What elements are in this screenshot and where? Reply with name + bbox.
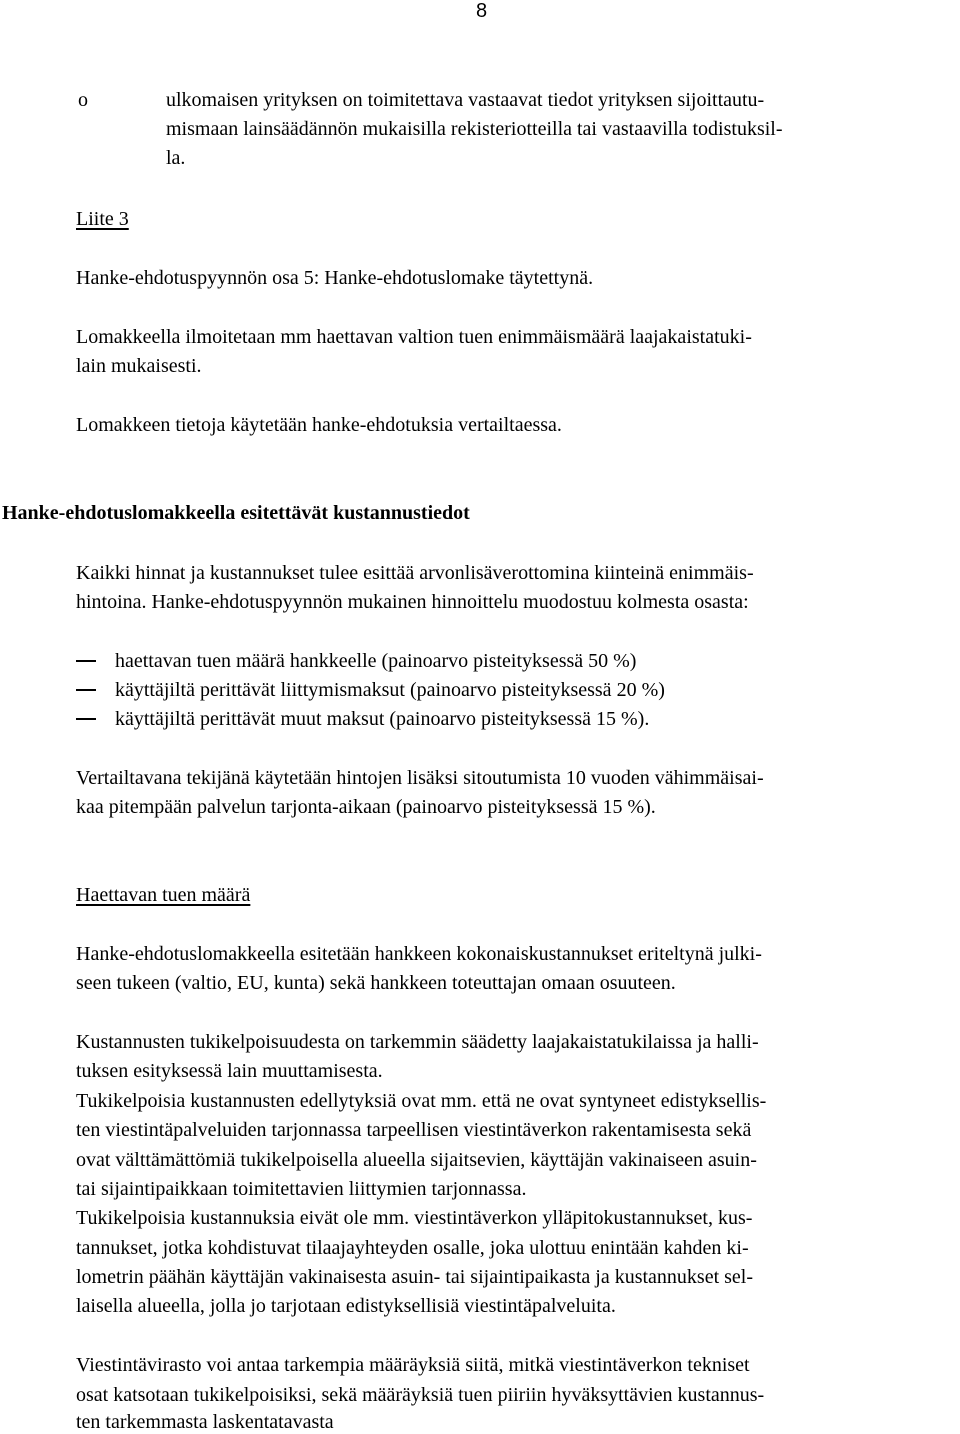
- paragraph-line: kaa pitempään palvelun tarjonta-aikaan (painoarvo pisteityksessä 15 %).: [76, 796, 656, 818]
- dash-bullet: [76, 718, 96, 720]
- paragraph-line: Lomakkeella ilmoitetaan mm haettavan valtion tuen enimmäismäärä laajakaistatuki-: [76, 326, 752, 348]
- paragraph-line: lain mukaisesti.: [76, 355, 202, 377]
- dash-bullet: [76, 689, 96, 691]
- paragraph-line: lometrin päähän käyttäjän vakinaisesta asuin- tai sijaintipaikasta ja kustannukset sel-: [76, 1266, 754, 1288]
- paragraph-line: Viestintävirasto voi antaa tarkempia määräyksiä siitä, mitkä viestintäverkon tekniset: [76, 1354, 750, 1376]
- paragraph-line: seen tukeen (valtio, EU, kunta) sekä hankkeen toteuttajan omaan osuuteen.: [76, 972, 676, 994]
- paragraph-line: Lomakkeen tietoja käytetään hanke-ehdotuksia vertailtaessa.: [76, 414, 562, 436]
- paragraph-line: hintoina. Hanke-ehdotuspyynnön mukainen hinnoittelu muodostuu kolmesta osasta:: [76, 591, 749, 613]
- page-number: 8: [476, 0, 488, 22]
- paragraph-line: Tukikelpoisia kustannuksia eivät ole mm. viestintäverkon ylläpitokustannukset, kus-: [76, 1207, 753, 1229]
- paragraph-line: tannukset, jotka kohdistuvat tilaajayhteyden osalle, joka ulottuu enintään kahden ki-: [76, 1237, 749, 1259]
- paragraph-line: laisella alueella, jolla jo tarjotaan edistyksellisiä viestintäpalveluita.: [76, 1295, 616, 1317]
- bullet-line: la.: [166, 147, 186, 169]
- paragraph-line: ten viestintäpalveluiden tarjonnassa tarpeellisen viestintäverkon rakentamisesta sekä: [76, 1119, 752, 1141]
- bullet-line: mismaan lainsäädännön mukaisilla rekisteriotteilla tai vastaavilla todistuksil-: [166, 118, 783, 140]
- paragraph-line: Kaikki hinnat ja kustannukset tulee esittää arvonlisäverottomina kiinteinä enimmäis-: [76, 562, 754, 584]
- section-heading: Hanke-ehdotuslomakkeella esitettävät kustannustiedot: [2, 502, 470, 524]
- dash-bullet: [76, 660, 96, 662]
- paragraph-line: ten tarkemmasta laskentatavasta: [76, 1411, 334, 1433]
- subsection-heading: Haettavan tuen määrä: [76, 884, 251, 906]
- paragraph-line: ovat välttämättömiä tukikelpoisella alueella sijaitsevien, käyttäjän vakinaiseen asuin-: [76, 1149, 757, 1171]
- appendix-heading: Liite 3: [76, 208, 129, 230]
- list-item: haettavan tuen määrä hankkeelle (painoarvo pisteityksessä 50 %): [115, 650, 637, 672]
- paragraph-line: osat katsotaan tukikelpoisiksi, sekä määräyksiä tuen piiriin hyväksyttävien kustannus-: [76, 1384, 765, 1406]
- paragraph-line: tai sijaintipaikkaan toimitettavien liittymien tarjonnassa.: [76, 1178, 527, 1200]
- paragraph-line: Hanke-ehdotuslomakkeella esitetään hankkeen kokonaiskustannukset eriteltynä julki-: [76, 943, 762, 965]
- bullet-line: ulkomaisen yrityksen on toimitettava vastaavat tiedot yrityksen sijoittautu-: [166, 89, 765, 111]
- bullet-marker: o: [78, 89, 88, 111]
- list-item: käyttäjiltä perittävät muut maksut (painoarvo pisteityksessä 15 %).: [115, 708, 650, 730]
- paragraph-line: Hanke-ehdotuspyynnön osa 5: Hanke-ehdotuslomake täytettynä.: [76, 267, 594, 289]
- paragraph-line: Kustannusten tukikelpoisuudesta on tarkemmin säädetty laajakaistatukilaissa ja halli-: [76, 1031, 759, 1053]
- list-item: käyttäjiltä perittävät liittymismaksut (painoarvo pisteityksessä 20 %): [115, 679, 665, 701]
- paragraph-line: Vertailtavana tekijänä käytetään hintojen lisäksi sitoutumista 10 vuoden vähimmäisai-: [76, 767, 764, 789]
- paragraph-line: Tukikelpoisia kustannusten edellytyksiä ovat mm. että ne ovat syntyneet edistyksellis-: [76, 1090, 767, 1112]
- paragraph-line: tuksen esityksessä lain muuttamisesta.: [76, 1060, 383, 1082]
